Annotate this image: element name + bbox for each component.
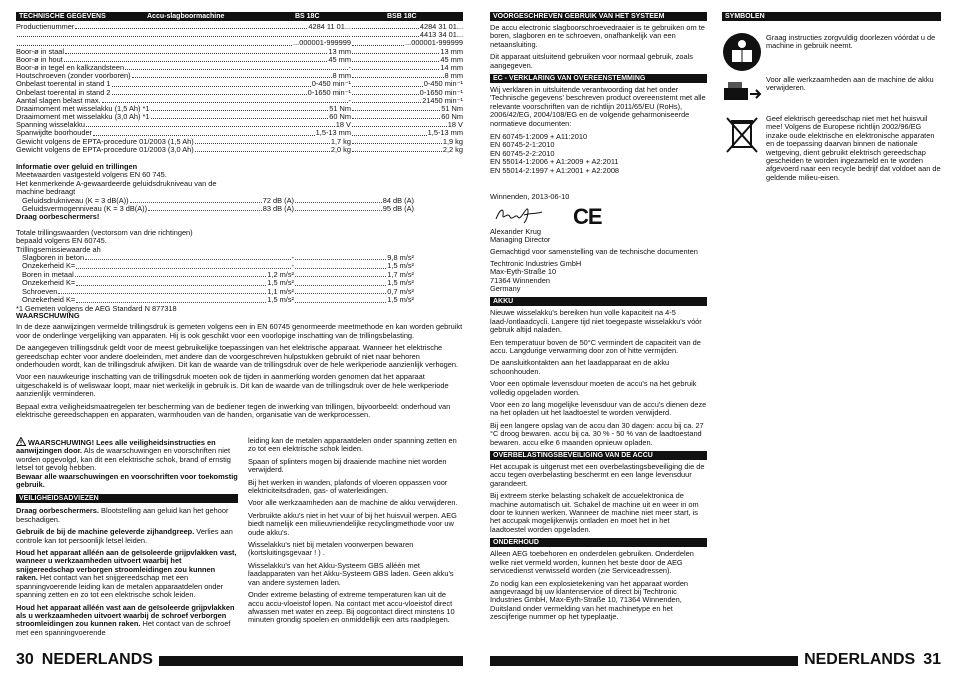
- symbol-text-3: Geef elektrisch gereedschap niet met het huisvuil mee! Volgens de Europese richtlijn 2002/96/EG inzake oude elektrische en elektronische apparaten en de toepassing daarvan binnen de nationale wetgeving, dient gebruikt elektrisch gereedschap gescheiden te worden ingezameld en te worden afgevoerd naar een recycle bedrijf dat voldoet aan de geldende milieu-eisen.: [766, 114, 941, 182]
- spec-value-1: 45 mm: [328, 55, 351, 64]
- spec-value-2: 21450 min⁻¹: [422, 96, 463, 105]
- spec-label: Boor-ø in staal: [16, 47, 65, 56]
- left-column-2: [248, 437, 463, 629]
- page-number-right: 31: [923, 651, 941, 668]
- vibration-row: [22, 271, 414, 279]
- vibration-row-label: Boren in metaal: [22, 270, 74, 279]
- safety-paragraph: Wisselakku's niet bij metalen voorwerpen bewaren (kortsluitingsgevaar ! ) .: [248, 540, 414, 558]
- dot-leader: [17, 39, 292, 45]
- usage-header: VOORGESCHREVEN GEBRUIK VAN HET SYSTEEM: [490, 12, 707, 21]
- vibration-line: Totale trillingswaarden (vectorsom van drie richtingen): [16, 227, 193, 237]
- footer-bar-right: [490, 656, 798, 666]
- vibration-row: [22, 262, 414, 270]
- dot-leader: [130, 202, 262, 203]
- noise-warning: Draag oorbeschermers!: [16, 212, 100, 222]
- vibration-row-value-1: 1,1 m/s²: [267, 287, 294, 296]
- spec-value-2: 2,2 kg: [442, 145, 463, 154]
- vibration-row-value-2-wrap: [294, 279, 414, 287]
- ec-norm: EN 55014-2:1997 + A1:2001 + A2:2008: [490, 165, 620, 175]
- noise-row-value-2-wrap: [294, 205, 414, 213]
- safety-bold: Draag oorbeschermers.: [16, 506, 99, 516]
- spec-value-2-wrap: [351, 39, 463, 47]
- dot-leader: [295, 268, 386, 269]
- dot-leader: [17, 31, 350, 37]
- read-manual-icon: [722, 32, 762, 72]
- spec-value-1: 4284 11 01...: [308, 23, 351, 31]
- accu-paragraph: De aansluitkontakten aan het laadapparaat en de akku schoonhouden.: [490, 358, 670, 376]
- ec-norm: EN 60745-2-1:2010: [490, 140, 555, 150]
- spec-value-1: 18 V: [335, 121, 351, 130]
- safety-bold: Houd het apparaat alléén aan de geïsoleerde grijpvlakken vast, wanneer u werkzaamheden uitvoert waarbij het snijgereedschap verborgen stroomleidingen zou kunnen raken.: [16, 548, 237, 583]
- right-page: [477, 0, 954, 677]
- dot-leader: [125, 64, 347, 70]
- footnote: *1 Gemeten volgens de AEG Standard N 877318: [16, 303, 177, 313]
- noise-section: [16, 163, 414, 313]
- safety-paragraph: Voor alle werkzaamheden aan de machine de akku verwijderen.: [248, 498, 458, 508]
- spec-label: Houtschroeven (zonder voorboren): [16, 72, 131, 81]
- spec-label: Onbelast toerental in stand 1: [16, 80, 111, 89]
- address-line: Techtronic Industries GmbH: [490, 258, 582, 268]
- dot-leader: [352, 138, 442, 144]
- spec-row: [16, 56, 463, 64]
- vibration-row-label: Schroeven: [22, 287, 58, 296]
- ec-norm: EN 60745-2-2:2010: [490, 148, 555, 158]
- dot-leader: [64, 56, 328, 62]
- address-line: Germany: [490, 283, 521, 293]
- spec-value-1: 0-1650 min⁻¹: [307, 88, 351, 97]
- dot-leader: [352, 121, 447, 127]
- spec-value-2: 18 V: [447, 121, 463, 130]
- signature-icon: [494, 205, 544, 225]
- warning-all-bold: WAARSCHUWING! Lees alle veiligheidsinstructies en aanwijzingen door.: [16, 438, 216, 456]
- noise-row: [22, 197, 414, 205]
- safety-text: Het contact van het snijgereedschap met een spanningvoerende leiding kan de metalen apparaatdelen onder spanning zetten en zo tot een elektrische schok leiden.: [16, 573, 224, 600]
- dot-leader: [352, 64, 439, 70]
- spec-value-2: 45 mm: [440, 55, 463, 64]
- spec-value-2: ...000001-999999: [405, 39, 463, 48]
- address-line: 71364 Winnenden: [490, 275, 550, 285]
- accu-paragraph: Bij een langere opslag van de accu dan 30 dagen: accu bij ca. 27 °C droog bewaren. accu bij ca. 30 % - 50 % van de laadtoestand bewaren. accu elke 6 maanden opnieuw opladen.: [490, 420, 704, 447]
- spec-label: Onbelast toerental in stand 2: [16, 88, 111, 97]
- noise-row-value-2-wrap: [294, 197, 414, 205]
- safety-text: Het contact van de schroef met een spanningvoerende: [16, 619, 231, 637]
- dot-leader: [76, 268, 290, 269]
- overload-header: OVERBELASTINGSBEVEILIGING VAN DE ACCU: [490, 451, 707, 460]
- signer-line: Alexander Krug: [490, 226, 541, 236]
- vibration-row-value-1: 1,5 m/s²: [267, 296, 294, 305]
- right-column-2: [722, 12, 941, 21]
- safety-text: Blootstelling aan geluid kan het gehoor beschadigen.: [16, 506, 229, 524]
- authorised-text: Gemachtigd voor samenstelling van de technische documenten: [490, 247, 698, 257]
- dot-leader: [352, 80, 423, 86]
- spec-header-product: Accu-slagboormachine: [147, 13, 225, 20]
- dot-leader: [195, 146, 330, 152]
- warning-all-text: Als de waarschuwingen en voorschriften niet worden opgevolgd, kan dit een elektrische schok, brand of ernstig letsel tot gevolg hebben.: [16, 446, 231, 473]
- vibration-row-label: Onzekerheid K=: [22, 262, 76, 271]
- spec-row: [16, 89, 463, 97]
- spec-value-2-wrap: [351, 121, 463, 129]
- usage-paragraph: Dit apparaat uitsluitend gebruiken voor normaal gebruik, zoals aangegeven.: [490, 52, 693, 70]
- spec-value-2-wrap: [351, 146, 463, 154]
- dot-leader: [352, 105, 440, 111]
- vibration-row-value-2-wrap: [291, 262, 414, 271]
- language-label-right: NEDERLANDS: [804, 651, 916, 668]
- spec-row: [16, 31, 463, 39]
- dot-leader: [352, 89, 419, 95]
- spec-header: [16, 12, 463, 21]
- spec-value-1: 8 mm: [332, 72, 351, 81]
- left-column-1: [16, 437, 238, 641]
- spec-row: [16, 138, 463, 146]
- right-column-1: [490, 12, 707, 626]
- dot-leader: [352, 48, 439, 54]
- vibration-row-value-2: 1,5 m/s²: [387, 279, 414, 288]
- language-label-left: NEDERLANDS: [41, 651, 153, 668]
- noise-row-value-2: 84 dB (A): [382, 196, 414, 205]
- spec-value-2-wrap: [351, 129, 463, 137]
- ec-header: EC - VERKLARING VAN OVEREENSTEMMING: [490, 74, 707, 83]
- spec-value-2-wrap: [351, 80, 463, 88]
- accu-paragraph: Voor een optimale levensduur moeten de accu's na het gebruik volledig opgeladen worden.: [490, 379, 697, 397]
- spec-value-2-wrap: [351, 89, 463, 97]
- safety-paragraph: Onder extreme belasting of extreme temperaturen kan uit de accu accu-vloeistof lopen. Na contact met accu-vloeistof direct afwassen met water en zeep. Bij oogcontact direct minstens 10 minuten grondig spoelen en onmiddellijk een arts raadplegen.: [248, 590, 455, 625]
- spec-label: Boor-ø in tegel en kalkzandsteen: [16, 63, 125, 72]
- spec-value-2-wrap: [351, 105, 463, 113]
- vibration-row-label: Slagboren in beton: [22, 254, 85, 263]
- safety-text: Verlies aan controle kan tot persoonlijk letsel leiden.: [16, 527, 233, 545]
- spec-row: [16, 105, 463, 113]
- safety-paragraph: Spaan of splinters mogen bij draaiende machine niet worden verwijderd.: [248, 456, 447, 475]
- address-line: Max-Eyth-Straße 10: [490, 267, 557, 277]
- spec-row: [16, 39, 463, 47]
- spec-header-model-2: BSB 18C: [387, 13, 417, 20]
- noise-line: machine bedraagt: [16, 187, 76, 197]
- spec-value-1: 0-450 min⁻¹: [311, 80, 351, 89]
- warning-paragraph: In de deze aanwijzingen vermelde trillingsdruk is gemeten volgens een in EN 60745 genormeerde meetmethode en kan worden gebruikt voor de onderlinge vergelijking van apparaten. Hij is ook geschikt voor een voorlopige inschatting van de trillingsbelasting.: [16, 322, 463, 340]
- noise-row-label: Geluidsdrukniveau (K = 3 dB(A)): [22, 196, 129, 205]
- ec-paragraph: Wij verklaren in uitsluitende verantwoording dat het onder 'Technische gegevens' beschreven product overeenstemt met alle relevante voorschriften van de richtlijn 2011/65/EU (RoHs), 2006/42/EG, 2004/108/EG en de volgende geharmoniseerde normatieve documenten:: [490, 85, 706, 128]
- spec-label: Spanwijdte boorhouder: [16, 129, 93, 138]
- symbols-header: SYMBOLEN: [722, 12, 941, 21]
- spec-value-1: -: [348, 96, 351, 105]
- vibration-row-label: Onzekerheid K=: [22, 296, 76, 305]
- spec-value-2-wrap: [351, 72, 463, 80]
- dot-leader: [102, 97, 348, 103]
- warning-title: WAARSCHUWING: [16, 311, 80, 320]
- spec-header-model-1: BS 18C: [295, 13, 320, 20]
- spec-value-2: 1,9 kg: [442, 137, 463, 146]
- right-footer: [490, 647, 941, 669]
- vibration-row-value-2: 1,7 m/s²: [387, 270, 414, 279]
- vibration-row-value-1: 1,5 m/s²: [267, 279, 294, 288]
- safety-paragraph: [16, 604, 238, 638]
- accu-paragraph: Voor een zo lang mogelijke levensduur van de accu's dienen deze na het opladen uit het laadtoestel te worden verwijderd.: [490, 400, 707, 418]
- vibration-row-label: Onzekerheid K=: [22, 279, 76, 288]
- safety-header: VEILIGHEIDSADVIEZEN: [16, 494, 238, 503]
- spec-row: [16, 129, 463, 137]
- footer-bar-left: [159, 656, 463, 666]
- dot-leader: [195, 138, 330, 144]
- ec-norm: EN 55014-1:2006 + A1:2009 + A2:2011: [490, 157, 619, 167]
- noise-row-value-2: 95 dB (A): [382, 205, 414, 214]
- place-date: Winnenden, 2013-06-10: [490, 192, 570, 202]
- safety-paragraph: [16, 507, 238, 524]
- spec-row: [16, 23, 463, 31]
- spec-value-1: 51 Nm: [329, 104, 351, 113]
- dot-leader: [295, 210, 382, 211]
- spec-value-2: 0-450 min⁻¹: [423, 80, 463, 89]
- safety-paragraph: Bij het werken in wanden, plafonds of vloeren oppassen voor elektriciteitsdraden, gas- of waterleidingen.: [248, 477, 448, 496]
- spec-label: Gewicht volgens de EPTA-procedure 01/2003 (3,0 Ah): [16, 145, 194, 154]
- dot-leader: [352, 97, 421, 103]
- dot-leader: [65, 48, 327, 54]
- vibration-row-value-2: 1,5 m/s²: [387, 296, 414, 305]
- spec-value-2: 14 mm: [440, 63, 463, 72]
- spec-label: Boor-ø in hout: [16, 55, 63, 64]
- spec-label: Productienummer: [16, 23, 75, 31]
- safety-paragraph: [16, 528, 238, 545]
- vibration-row-value-2-wrap: [294, 288, 414, 296]
- symbol-text-1: Graag instructies zorgvuldig doorlezen vóórdat u de machine in gebruik neemt.: [766, 33, 936, 51]
- spec-label: Gewicht volgens de EPTA-procedure 01/2003 (1,5 Ah): [16, 137, 194, 146]
- vibration-row-value-2: 0,7 m/s²: [387, 287, 414, 296]
- symbol-text-2: Voor alle werkzaamheden aan de machine de akku verwijderen.: [766, 75, 934, 93]
- vibration-row-value-2-wrap: [294, 296, 414, 304]
- vibration-row: [22, 279, 414, 287]
- vibration-row: [22, 254, 414, 262]
- spec-value-2: 0-1650 min⁻¹: [419, 88, 463, 97]
- weee-bin-icon: [724, 115, 760, 155]
- dot-leader: [86, 121, 335, 127]
- safety-bold: Houd het apparaat alléén vast aan de geïsoleerde grijpvlakken als u werkzaamheden uitvoert waarbij de schroef verborgen stroomleidingen zou kunnen raken.: [16, 602, 235, 629]
- dot-leader: [85, 259, 290, 260]
- dot-leader: [295, 285, 386, 286]
- vibration-row-value-1: 1,2 m/s²: [267, 270, 294, 279]
- spec-value-2-wrap: [351, 138, 463, 146]
- noise-line: Meetwaarden vastgesteld volgens EN 60 745.: [16, 170, 167, 180]
- accu-header: AKKU: [490, 297, 707, 306]
- spec-row: [16, 64, 463, 72]
- dot-leader: [352, 56, 439, 62]
- vibration-row-value-2-wrap: [291, 254, 414, 263]
- overload-paragraph: Het accupak is uitgerust met een overbelastingsbeveiliging die de accu tegen overbelasting beschermt en een lange levensduur garandeert.: [490, 462, 705, 488]
- warning-section: [16, 312, 463, 423]
- dot-leader: [352, 31, 419, 37]
- overload-paragraph: Bij extreem sterke belasting schakelt de accuelektronica de machine automatisch uit. Schakel de machine uit en weer in om door te kunnen werken. Wanneer de machine niet meer start, is het accupak mogelijkerwijs ontladen en moet het in het laadtoestel worden opgeladen.: [490, 491, 699, 534]
- dot-leader: [295, 293, 386, 294]
- spec-value-2: 8 mm: [444, 72, 463, 81]
- noise-title: Informatie over geluid en trillingen: [16, 162, 138, 171]
- spec-label: Spanning wisselakku: [16, 121, 86, 130]
- vibration-row-value-2: 9,8 m/s²: [387, 254, 414, 263]
- dot-leader: [58, 293, 266, 294]
- noise-row-value-1: 83 dB (A): [262, 205, 294, 214]
- safety-paragraph: Verbruikte akku's niet in het vuur of bij het huisvuil werpen. AEG biedt namelijk een milieuvriendelijke recyclingmethode voor uw oude akku's.: [248, 510, 457, 537]
- dot-leader: [352, 23, 419, 29]
- safety-paragraph: leiding kan de metalen apparaatdelen onder spanning zetten en zo tot een elektrische schok leiden.: [248, 436, 457, 454]
- spec-header-title: TECHNISCHE GEGEVENS: [19, 13, 106, 20]
- spec-value-1: ...000001-999999: [293, 39, 351, 48]
- spec-value-1: -: [348, 63, 351, 72]
- warning-triangle-icon: [16, 437, 26, 446]
- spec-table: [16, 23, 463, 154]
- accu-paragraph: Een temperatuur boven de 50°C vermindert de capaciteit van de accu. Langdurige verwarming door zon of hitte vermijden.: [490, 337, 701, 355]
- battery-removal-icon: [722, 76, 762, 104]
- ce-mark: CE: [573, 203, 602, 229]
- spec-value-2: 51 Nm: [441, 104, 463, 113]
- safety-paragraph: Wisselakku's van het Akku-Systeem GBS alléén met laadapparaten van het Akku-Systeem GBS laden. Geen akku's van andere systemen laden.: [248, 560, 454, 587]
- dot-leader: [295, 276, 386, 277]
- noise-row-label: Geluidsvermogenniveau (K = 3 dB(A)): [22, 205, 148, 214]
- dot-leader: [151, 113, 329, 119]
- noise-row-value-1: 72 dB (A): [262, 196, 294, 205]
- dot-leader: [112, 80, 311, 86]
- spec-value-2: 1,5-13 mm: [427, 129, 463, 138]
- spec-label: Draaimoment met wisselakku (1,5 Ah) *1: [16, 104, 150, 113]
- noise-line: Het kenmerkende A-gewaardeerde geluidsdrukniveau van de: [16, 178, 217, 188]
- usage-paragraph: De accu electronic slagboorschroevedraaier is te gebruiken om te boren, slagboren en te schroeven, onafhankelijk van een netaansluiting.: [490, 23, 705, 49]
- maintenance-paragraph: Alleen AEG toebehoren en onderdelen gebruiken. Onderdelen welke niet vermeld worden, kunnen het beste door de AEG servicedienst verwisseld worden (zie Serviceadressen).: [490, 549, 694, 576]
- spec-row: [16, 80, 463, 88]
- dot-leader: [352, 146, 442, 152]
- left-footer: [16, 647, 463, 669]
- spec-row: [16, 113, 463, 121]
- dot-leader: [132, 72, 332, 78]
- dot-leader: [352, 113, 440, 119]
- dot-leader: [76, 285, 266, 286]
- vibration-row-value-1: -: [291, 254, 294, 263]
- spec-row: [16, 146, 463, 154]
- dot-leader: [93, 129, 315, 135]
- spec-value-2-wrap: [348, 63, 463, 72]
- vibration-line: bepaald volgens EN 60745.: [16, 236, 107, 246]
- keep-instructions: Bewaar alle waarschuwingen en voorschriften voor toekomstig gebruik.: [16, 471, 238, 490]
- dot-leader: [295, 202, 382, 203]
- dot-leader: [112, 89, 307, 95]
- dot-leader: [352, 129, 427, 135]
- spec-row: [16, 97, 463, 105]
- dot-leader: [295, 259, 386, 260]
- vibration-line: Trillingsemissiewaarde ah: [16, 244, 101, 254]
- dot-leader: [295, 302, 386, 303]
- spec-row: [16, 121, 463, 129]
- safety-bold: Gebruik de bij de machine geleverde zijhandgreep.: [16, 527, 195, 537]
- vibration-row-value-2-wrap: [294, 271, 414, 279]
- spec-label: Draaimoment met wisselakku (3,0 Ah) *1: [16, 113, 150, 122]
- dot-leader: [148, 210, 262, 211]
- spec-value-1: 13 mm: [328, 47, 351, 56]
- dot-leader: [151, 105, 329, 111]
- spec-value-2-wrap: [351, 113, 463, 121]
- spec-value-2-wrap: [351, 31, 463, 39]
- spec-row: [16, 48, 463, 56]
- spec-value-2: 4284 31 01...: [419, 23, 463, 31]
- spec-value-2-wrap: [351, 23, 463, 31]
- vibration-row: [22, 288, 414, 296]
- dot-leader: [75, 23, 307, 29]
- vibration-row-value-2: 1,5 m/s²: [387, 262, 414, 271]
- spec-value-2-wrap: [351, 48, 463, 56]
- ec-norm: EN 60745-1:2009 + A11:2010: [490, 132, 588, 142]
- dot-leader: [76, 302, 266, 303]
- spec-value-2-wrap: [351, 56, 463, 64]
- warning-paragraph: Voor een nauwkeurige inschatting van de trillingsdruk moeten ook de tijden in aanmerking worden genomen dat het apparaat uitgeschakeld is of weliswaar loopt, maar niet werkelijk in gebruik is. Dit kan de waarde van de trillingsdruk over de hele werkperiode aanzienlijk verminderen.: [16, 372, 449, 399]
- spec-value-2: 13 mm: [440, 47, 463, 56]
- spec-value-2-wrap: [348, 96, 463, 105]
- page-number-left: 30: [16, 651, 34, 668]
- signer-line: Managing Director: [490, 234, 551, 244]
- warning-paragraph: Bepaal extra veiligheidsmaatregelen ter bescherming van de bediener tegen de inwerking van trillingen, bijvoorbeeld: onderhoud van elektrische gereedschappen en apparaten, warmhouden van de handen, organisatie van de werkprocessen.: [16, 401, 451, 420]
- spec-value-2: 4413 34 01...: [419, 31, 463, 40]
- spec-row: [16, 72, 463, 80]
- maintenance-paragraph: Zo nodig kan een explosietekening van het apparaat worden aangevraagd bij uw klantenservice of direct bij Techtronic Industries GmbH, Max-Eyth-Straße 10, 71364 Winnenden, Duitsland onder vermelding van het machinetype en het zescijferige nummer op het typeplaatje.: [490, 578, 689, 622]
- vibration-row-value-1: -: [291, 262, 294, 271]
- spec-value-2: 60 Nm: [441, 113, 463, 122]
- maintenance-header: ONDERHOUD: [490, 538, 707, 547]
- spec-value-1: 60 Nm: [329, 113, 351, 122]
- warning-paragraph: De aangegeven trillingsdruk geldt voor de meest gebruikelijke toepassingen van het elektrische apparaat. Wanneer het elektrische gereedschap echter voor andere doeleinden, met andere dan de voorgeschreven hulpstukken gebruikt of niet naar behoren onderhouden wordt, kan de trillingsdruk afwijken. Dit kan de waarde van de trillingsdruk over de hele werkperiode aanzienlijk verhogen.: [16, 343, 459, 370]
- dot-leader: [352, 39, 404, 45]
- spec-value-1: 1,5-13 mm: [315, 129, 351, 138]
- safety-paragraph: [16, 549, 238, 599]
- dot-leader: [352, 72, 444, 78]
- dot-leader: [75, 276, 267, 277]
- accu-paragraph: Nieuwe wisselakku's bereiken hun volle kapaciteit na 4-5 laad-/ontlaadcycli. Langere tijd niet toegepaste wisselakku's vóór gebruik altijd naladen.: [490, 308, 702, 335]
- spec-value-1: 2,0 kg: [330, 145, 351, 154]
- spec-label: Aantal slagen belast max.: [16, 96, 101, 105]
- spec-value-1: 1,7 kg: [330, 137, 351, 146]
